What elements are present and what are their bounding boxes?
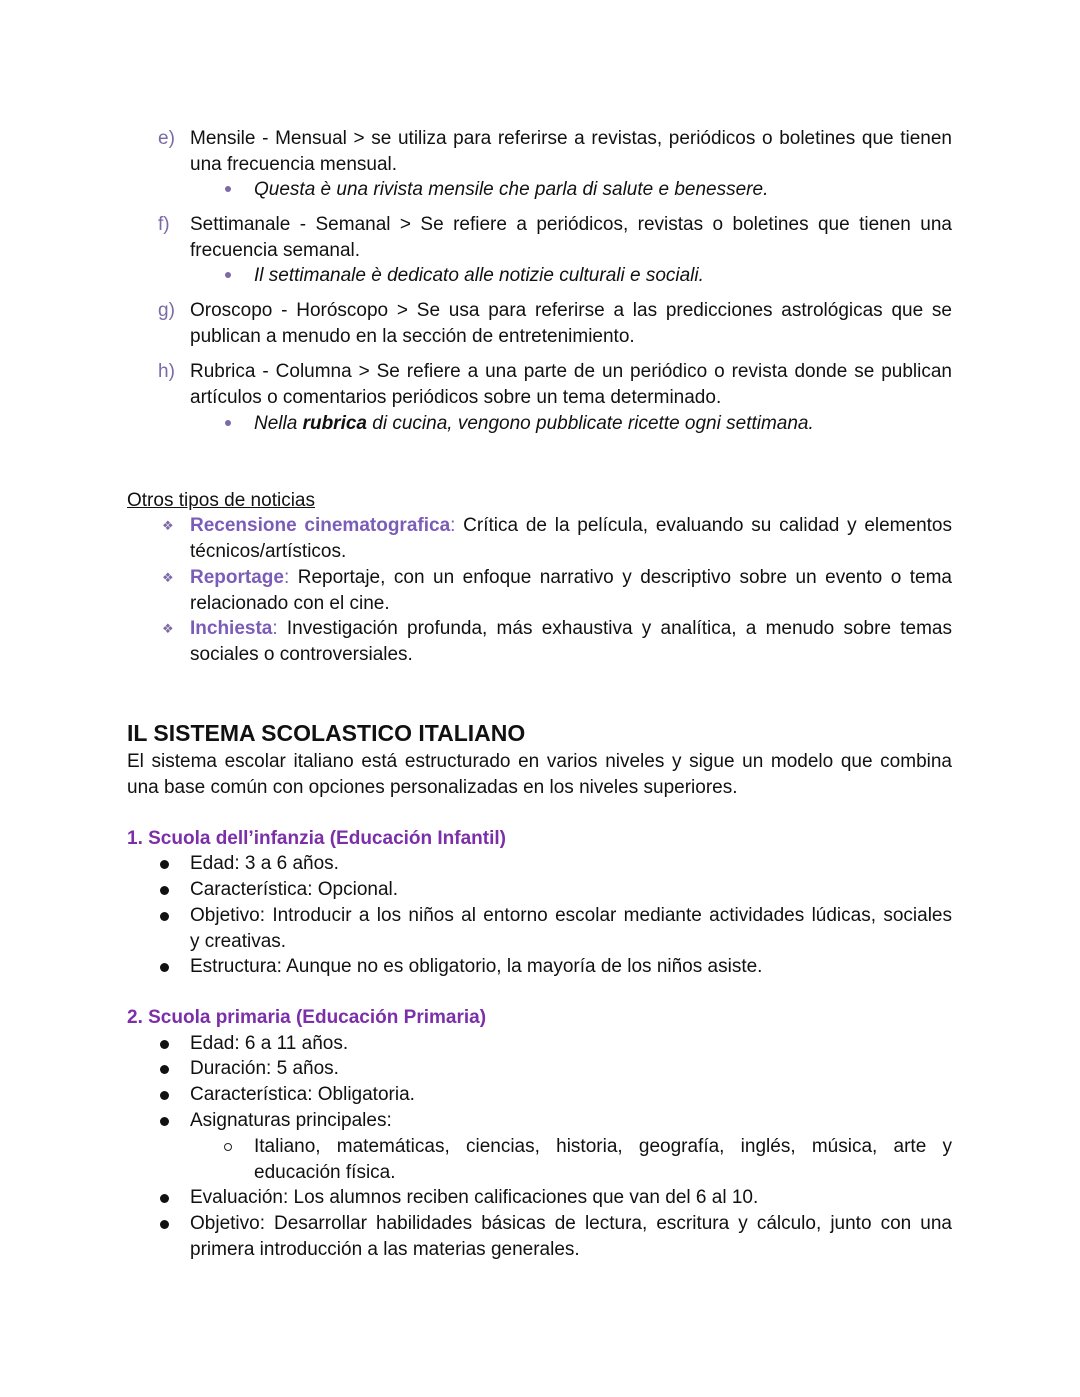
bullet-icon [160,912,169,921]
bullet-icon [160,886,169,895]
diamond-bullet-icon: ❖ [162,518,174,533]
vocab-h-example: Nella rubrica di cucina, vengono pubblicate ricette ogni settimana. [254,413,814,434]
list-item: Característica: Obligatoria. [190,1084,415,1105]
otros-item-line1: Reportage: Reportaje, con un enfoque narrativo y descriptivo sobre un evento o tema [190,567,952,588]
bold-term: rubrica [302,413,367,434]
list-marker: h) [158,361,175,382]
subsection-heading: 1. Scuola dell’infanzia (Educación Infantil) [127,828,506,849]
bullet-icon [160,1194,169,1203]
list-item: Característica: Opcional. [190,879,399,900]
list-item: Asignaturas principales: [190,1110,392,1131]
list-item-continuation: primera introducción a las materias generales. [190,1239,580,1260]
bullet-icon [225,420,231,426]
list-item-continuation: y creativas. [190,931,287,952]
bullet-icon [160,860,169,869]
list-item: Edad: 6 a 11 años. [190,1033,349,1054]
otros-item-line2: sociales o controversiales. [190,644,413,665]
intro-line1: El sistema escolar italiano está estructurado en varios niveles y sigue un modelo que combina [127,751,952,772]
vocab-g-line1: Oroscopo - Horóscopo > Se usa para referirse a las predicciones astrológicas que se [190,300,952,321]
bullet-icon [160,963,169,972]
list-marker: g) [158,300,175,321]
bullet-icon [160,1065,169,1074]
subsection-heading: 2. Scuola primaria (Educación Primaria) [127,1007,487,1028]
page-title: IL SISTEMA SCOLASTICO ITALIANO [127,720,526,746]
list-item: Estructura: Aunque no es obligatorio, la mayoría de los niños asiste. [190,956,763,977]
list-item: Duración: 5 años. [190,1058,339,1079]
vocab-h-line2: artículos o comentarios periódicos sobre un tema determinado. [190,387,722,408]
vocab-f-line2: frecuencia semanal. [190,240,361,261]
vocab-e-example: Questa è una rivista mensile che parla di salute e benessere. [254,179,769,200]
bullet-icon [225,272,231,278]
sub-list-item: Italiano, matemáticas, ciencias, historia, geografía, inglés, música, arte y [254,1136,952,1157]
vocab-e-line2: una frecuencia mensual. [190,154,398,175]
diamond-bullet-icon: ❖ [162,570,174,585]
vocab-h-line1: Rubrica - Columna > Se refiere a una parte de un periódico o revista donde se publican [190,361,952,382]
list-item: Evaluación: Los alumnos reciben calificaciones que van del 6 al 10. [190,1187,759,1208]
sub-list-item-continuation: educación física. [254,1162,396,1183]
otros-item-line1: Recensione cinematografica: Crítica de la película, evaluando su calidad y elementos [190,515,952,536]
bullet-icon [160,1117,169,1126]
bullet-icon [160,1220,169,1229]
vocab-f-line1: Settimanale - Semanal > Se refiere a periódicos, revistas o boletines que tienen una [190,214,952,235]
circle-bullet-icon [224,1143,232,1151]
list-item: Objetivo: Introducir a los niños al entorno escolar mediante actividades lúdicas, sociales [190,905,952,926]
list-marker: f) [158,214,170,235]
list-item: Edad: 3 a 6 años. [190,853,339,874]
bullet-icon [160,1091,169,1100]
intro-line2: una base común con opciones personalizadas en los niveles superiores. [127,777,738,798]
vocab-f-example: Il settimanale è dedicato alle notizie culturali e sociali. [254,265,704,286]
list-item: Objetivo: Desarrollar habilidades básicas de lectura, escritura y cálculo, junto con una [190,1213,952,1234]
vocab-g-line2: publican a menudo en la sección de entretenimiento. [190,326,635,347]
bullet-icon [160,1040,169,1049]
otros-item-line2: relacionado con el cine. [190,593,390,614]
bullet-icon [225,186,231,192]
diamond-bullet-icon: ❖ [162,621,174,636]
otros-item-line2: técnicos/artísticos. [190,541,347,562]
otros-item-line1: Inchiesta: Investigación profunda, más exhaustiva y analítica, a menudo sobre temas [190,618,952,639]
section-heading: Otros tipos de noticias [127,490,315,511]
list-marker: e) [158,128,175,149]
vocab-e-line1: Mensile - Mensual > se utiliza para referirse a revistas, periódicos o boletines que tienen [190,128,952,149]
